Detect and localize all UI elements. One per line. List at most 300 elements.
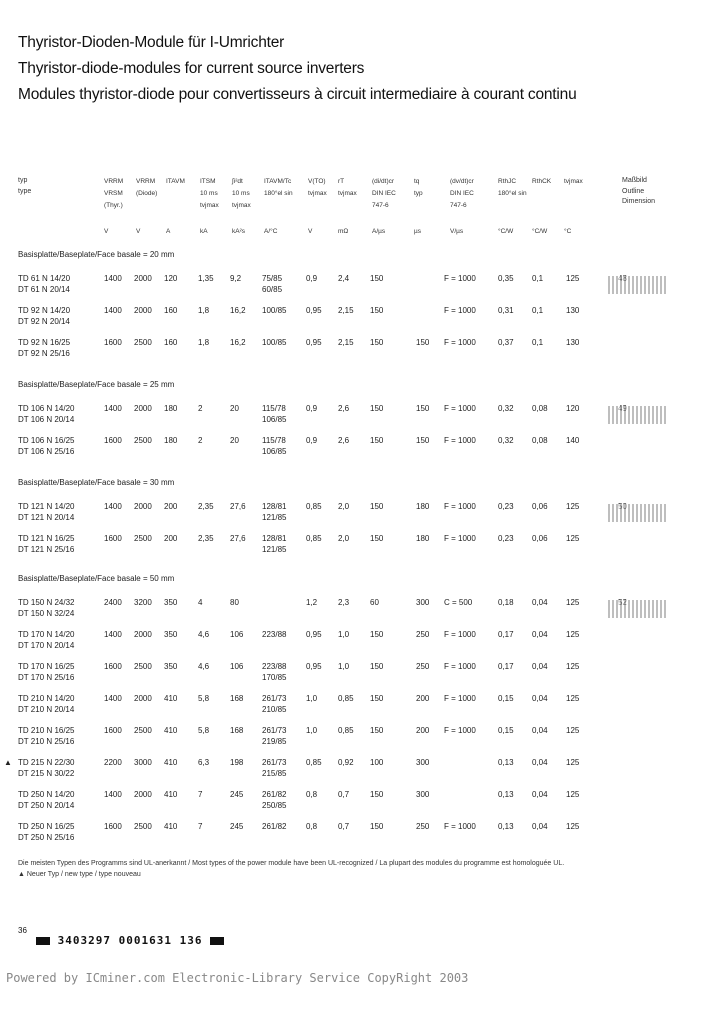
header-extra: typ: [414, 190, 423, 197]
cell-tq: 250: [416, 662, 430, 671]
header-sym: V(TO): [308, 178, 326, 185]
type-dt: DT 61 N 20/14: [18, 285, 70, 294]
header-unit: V: [308, 228, 313, 235]
type-td: TD 121 N 14/20: [18, 502, 75, 511]
header-sym: ITAVM: [166, 178, 185, 185]
section-label: Basisplatte/Baseplate/Face basale = 30 mm: [18, 478, 175, 487]
header-col: [308, 176, 338, 235]
header-unit: µs: [414, 228, 421, 235]
type-td: TD 210 N 16/25: [18, 726, 75, 735]
footnote-ul: Die meisten Typen des Programms sind UL-anerkannt / Most types of the power module have been UL-recognized / La plupart des modules du programme est homologuée UL.: [18, 860, 565, 867]
header-sym: VRRM: [104, 178, 124, 185]
header-unit: °C/W: [532, 228, 548, 235]
cell-it: 223/88: [262, 662, 287, 671]
cell-itavm: 410: [164, 758, 178, 767]
type-td: TD 170 N 16/25: [18, 662, 75, 671]
cell-i2t: 245: [230, 822, 244, 831]
cell-vrrm: 1600: [104, 338, 122, 347]
cell-itsm: 5,8: [198, 726, 210, 735]
cell-vrrm: 1600: [104, 726, 122, 735]
cell-rjc: 0,37: [498, 338, 514, 347]
cell-itsm: 7: [198, 790, 203, 799]
cell-vto: 0,85: [306, 758, 322, 767]
header-extra: 180°el sin: [264, 190, 293, 197]
cell-rt: 0,85: [338, 726, 354, 735]
cell-tq: 300: [416, 790, 430, 799]
barcode-right-block: [210, 937, 224, 945]
cell-tq: 150: [416, 338, 430, 347]
cell-vrrm: 1400: [104, 306, 122, 315]
cell-rck: 0,1: [532, 274, 544, 283]
type-dt: DT 210 N 20/14: [18, 705, 75, 714]
cell-it2: 121/85: [262, 513, 287, 522]
cell-vrrmd: 3000: [134, 758, 152, 767]
cell-itavm: 200: [164, 534, 178, 543]
header-unit: mΩ: [338, 228, 349, 235]
cell-vto: 0,95: [306, 630, 322, 639]
outline-drawing: [608, 406, 668, 424]
cell-di: 150: [370, 306, 384, 315]
cell-di: 150: [370, 662, 384, 671]
header-unit: kA²s: [232, 228, 245, 235]
cell-it2: 219/85: [262, 737, 287, 746]
cell-i2t: 16,2: [230, 338, 246, 347]
cell-it2: 106/85: [262, 415, 287, 424]
page-number: 36: [18, 926, 27, 935]
header-col: [564, 176, 594, 235]
section-label: Basisplatte/Baseplate/Face basale = 25 mm: [18, 380, 175, 389]
header-col: [200, 176, 230, 235]
cell-rck: 0,04: [532, 598, 548, 607]
header-col: [532, 176, 562, 235]
cell-rt: 2,4: [338, 274, 350, 283]
cell-itsm: 4: [198, 598, 203, 607]
section-label: Basisplatte/Baseplate/Face basale = 50 mm: [18, 574, 175, 583]
cell-vrrm: 1600: [104, 662, 122, 671]
cell-rjc: 0,23: [498, 534, 514, 543]
cell-rt: 1,0: [338, 630, 350, 639]
cell-vto: 1,2: [306, 598, 318, 607]
type-td: TD 210 N 14/20: [18, 694, 75, 703]
table-row: [18, 338, 668, 362]
cell-vrrmd: 3200: [134, 598, 152, 607]
cell-vto: 1,0: [306, 694, 318, 703]
type-td: TD 250 N 16/25: [18, 822, 75, 831]
cell-tvj: 125: [566, 758, 580, 767]
cell-tvj: 125: [566, 630, 580, 639]
cell-vto: 1,0: [306, 726, 318, 735]
cell-rt: 2,0: [338, 534, 350, 543]
cell-vrrm: 2400: [104, 598, 122, 607]
cell-vrrmd: 2500: [134, 436, 152, 445]
header-col: [372, 176, 402, 235]
header-col: [166, 176, 196, 235]
cell-vto: 0,95: [306, 306, 322, 315]
cell-di: 150: [370, 822, 384, 831]
cell-tvj: 125: [566, 274, 580, 283]
header-sym: tvjmax: [564, 178, 583, 185]
header-unit: A: [166, 228, 171, 235]
header-sym: (di/dt)cr: [372, 178, 395, 185]
cell-tvj: 125: [566, 662, 580, 671]
cell-itsm: 4,6: [198, 662, 210, 671]
cell-di: 150: [370, 502, 384, 511]
type-dt: DT 250 N 20/14: [18, 801, 75, 810]
cell-it: 261/73: [262, 726, 287, 735]
cell-it2: 215/85: [262, 769, 287, 778]
cell-it: 115/78: [262, 436, 286, 445]
cell-rck: 0,04: [532, 822, 548, 831]
type-dt: DT 106 N 25/16: [18, 447, 75, 456]
cell-tq: 200: [416, 726, 430, 735]
table-row: [18, 534, 668, 558]
cell-di: 150: [370, 694, 384, 703]
type-td: TD 215 N 22/30: [18, 758, 75, 767]
cell-dv: F = 1000: [444, 726, 476, 735]
cell-i2t: 106: [230, 630, 244, 639]
cell-i2t: 20: [230, 404, 239, 413]
outline-drawing: [608, 276, 668, 294]
cell-vto: 0,8: [306, 822, 318, 831]
cell-it: 100/85: [262, 306, 287, 315]
cell-itavm: 410: [164, 822, 178, 831]
cell-i2t: 20: [230, 436, 239, 445]
table-row: [18, 274, 668, 298]
header-sym: ∫i²dt: [232, 178, 243, 185]
cell-di: 150: [370, 274, 384, 283]
title-en: Thyristor-diode-modules for current source inverters: [18, 60, 365, 77]
cell-rjc: 0,13: [498, 758, 514, 767]
header-extra: 180°el sin: [498, 190, 527, 197]
cell-rt: 0,7: [338, 790, 350, 799]
cell-it: 128/81: [262, 534, 287, 543]
type-dt: DT 106 N 20/14: [18, 415, 75, 424]
cell-rjc: 0,18: [498, 598, 514, 607]
cell-vto: 0,9: [306, 436, 318, 445]
cell-tvj: 130: [566, 306, 580, 315]
cell-itsm: 7: [198, 822, 203, 831]
cell-rjc: 0,17: [498, 662, 514, 671]
cell-i2t: 168: [230, 694, 244, 703]
cell-rt: 2,15: [338, 338, 354, 347]
cell-it: 128/81: [262, 502, 287, 511]
cell-tq: 250: [416, 822, 430, 831]
cell-tq: 300: [416, 598, 430, 607]
header-extra: DIN IEC 747-6: [450, 190, 474, 209]
type-dt: DT 121 N 20/14: [18, 513, 75, 522]
cell-it2: 106/85: [262, 447, 287, 456]
cell-vrrm: 1400: [104, 630, 122, 639]
cell-dv: F = 1000: [444, 694, 476, 703]
cell-rjc: 0,15: [498, 694, 514, 703]
type-dt: DT 121 N 25/16: [18, 545, 75, 554]
barcode-text: 3403297 0001631 136: [57, 934, 203, 947]
table-row: [18, 694, 668, 718]
cell-tq: 200: [416, 694, 430, 703]
cell-rt: 2,15: [338, 306, 354, 315]
cell-vrrmd: 2000: [134, 404, 152, 413]
header-col: [338, 176, 368, 235]
cell-i2t: 80: [230, 598, 239, 607]
cell-vrrm: 1600: [104, 436, 122, 445]
cell-it2: 250/85: [262, 801, 287, 810]
header-unit: °C: [564, 228, 572, 235]
cell-rt: 0,92: [338, 758, 354, 767]
cell-di: 150: [370, 404, 384, 413]
cell-vrrmd: 2000: [134, 790, 152, 799]
cell-it: 75/85: [262, 274, 283, 283]
type-dt: DT 170 N 20/14: [18, 641, 75, 650]
barcode-left-block: [36, 937, 50, 945]
table-row: [18, 630, 668, 654]
cell-itavm: 410: [164, 726, 178, 735]
cell-itavm: 120: [164, 274, 178, 283]
table-row: [4, 758, 668, 782]
table-row: [18, 822, 668, 846]
cell-rck: 0,06: [532, 502, 548, 511]
cell-rck: 0,08: [532, 404, 548, 413]
cell-tq: 300: [416, 758, 430, 767]
outline-drawing: [608, 504, 668, 522]
powered-by-footer: Powered by ICminer.com Electronic-Library Service CopyRight 2003: [6, 971, 469, 985]
outline-drawing: [608, 600, 668, 618]
cell-it: 100/85: [262, 338, 287, 347]
cell-vrrmd: 2500: [134, 662, 152, 671]
section-label: Basisplatte/Baseplate/Face basale = 20 mm: [18, 250, 175, 259]
cell-rjc: 0,13: [498, 790, 514, 799]
cell-tq: 250: [416, 630, 430, 639]
header-col: [450, 176, 480, 235]
cell-tvj: 130: [566, 338, 580, 347]
cell-rjc: 0,23: [498, 502, 514, 511]
header-unit: A/°C: [264, 228, 278, 235]
cell-dv: F = 1000: [444, 404, 476, 413]
cell-i2t: 27,6: [230, 534, 246, 543]
type-td: TD 250 N 14/20: [18, 790, 75, 799]
table-row: [18, 790, 668, 814]
cell-it: 261/82: [262, 790, 287, 799]
cell-tvj: 120: [566, 404, 580, 413]
cell-rck: 0,08: [532, 436, 548, 445]
type-td: TD 106 N 16/25: [18, 436, 75, 445]
cell-itsm: 2: [198, 404, 203, 413]
cell-itsm: 4,6: [198, 630, 210, 639]
cell-vto: 0,85: [306, 534, 322, 543]
cell-rck: 0,1: [532, 338, 544, 347]
header-sym: RthJC: [498, 178, 517, 185]
header-col: [232, 176, 262, 235]
cell-rt: 2,0: [338, 502, 350, 511]
header-col: [498, 176, 528, 235]
header-sym: rT: [338, 178, 345, 185]
cell-vrrm: 2200: [104, 758, 122, 767]
cell-it: 261/73: [262, 694, 287, 703]
header-sym: tq: [414, 178, 420, 185]
cell-itsm: 1,35: [198, 274, 214, 283]
cell-itavm: 350: [164, 662, 178, 671]
cell-rck: 0,04: [532, 662, 548, 671]
cell-rt: 2,6: [338, 404, 350, 413]
cell-vrrmd: 2000: [134, 274, 152, 283]
cell-vrrmd: 2500: [134, 338, 152, 347]
cell-itavm: 200: [164, 502, 178, 511]
header-extra: DIN IEC 747-6: [372, 190, 396, 209]
cell-tvj: 125: [566, 534, 580, 543]
table-row: [18, 436, 668, 460]
header-unit: V/µs: [450, 228, 464, 235]
cell-itsm: 6,3: [198, 758, 210, 767]
new-type-marker: ▲: [4, 758, 12, 767]
cell-it2: 60/85: [262, 285, 283, 294]
header-unit: °C/W: [498, 228, 514, 235]
type-dt: DT 210 N 25/16: [18, 737, 75, 746]
header-col: [136, 176, 166, 235]
table-row: [18, 598, 668, 622]
cell-tvj: 125: [566, 694, 580, 703]
cell-rt: 1,0: [338, 662, 350, 671]
cell-rt: 0,7: [338, 822, 350, 831]
type-td: TD 121 N 16/25: [18, 534, 75, 543]
cell-rt: 0,85: [338, 694, 354, 703]
header-sym: ITSM: [200, 178, 216, 185]
cell-it: 261/82: [262, 822, 287, 831]
cell-vto: 0,9: [306, 274, 318, 283]
type-td: TD 92 N 14/20: [18, 306, 71, 315]
barcode: [36, 934, 224, 947]
title-fr: Modules thyristor-diode pour convertisseurs à circuit intermediaire à courant continu: [18, 86, 577, 103]
cell-di: 60: [370, 598, 379, 607]
cell-itavm: 180: [164, 436, 178, 445]
cell-rck: 0,04: [532, 726, 548, 735]
header-sym: (dv/dt)cr: [450, 178, 474, 185]
cell-tvj: 125: [566, 822, 580, 831]
cell-vto: 0,95: [306, 662, 322, 671]
cell-vrrmd: 2000: [134, 306, 152, 315]
type-dt: DT 92 N 25/16: [18, 349, 70, 358]
type-dt: DT 215 N 30/22: [18, 769, 75, 778]
cell-rck: 0,06: [532, 534, 548, 543]
cell-tvj: 125: [566, 726, 580, 735]
cell-vto: 0,85: [306, 502, 322, 511]
header-col: [264, 176, 294, 235]
header-sub: VRSM: [104, 190, 123, 197]
header-dimension: Maßbild Outline Dimension: [622, 177, 656, 205]
cell-tq: 180: [416, 534, 430, 543]
cell-itavm: 410: [164, 790, 178, 799]
cell-itavm: 160: [164, 306, 178, 315]
type-td: TD 61 N 14/20: [18, 274, 71, 283]
table-row: [18, 502, 668, 526]
header-extra: tvjmax: [338, 190, 357, 197]
cell-di: 150: [370, 338, 384, 347]
cell-di: 150: [370, 534, 384, 543]
header-extra: (Diode): [136, 190, 158, 197]
cell-itsm: 2,35: [198, 534, 214, 543]
cell-dv: F = 1000: [444, 630, 476, 639]
cell-it2: 121/85: [262, 545, 287, 554]
cell-rck: 0,1: [532, 306, 544, 315]
cell-itavm: 180: [164, 404, 178, 413]
cell-vrrmd: 2500: [134, 822, 152, 831]
cell-dv: F = 1000: [444, 534, 476, 543]
header-sym: ITAVM/Tc: [264, 178, 292, 185]
header-unit: V: [104, 228, 109, 235]
cell-vrrm: 1400: [104, 790, 122, 799]
cell-rck: 0,04: [532, 630, 548, 639]
cell-vrrm: 1600: [104, 534, 122, 543]
header-sym: VRRM: [136, 178, 156, 185]
cell-rck: 0,04: [532, 694, 548, 703]
header-unit: V: [136, 228, 141, 235]
cell-rjc: 0,32: [498, 404, 514, 413]
cell-tvj: 125: [566, 598, 580, 607]
cell-vrrm: 1400: [104, 694, 122, 703]
header-col: [414, 176, 444, 235]
header-type-label: typ type: [18, 177, 32, 195]
type-dt: DT 170 N 25/16: [18, 673, 75, 682]
cell-di: 150: [370, 790, 384, 799]
cell-dv: F = 1000: [444, 338, 476, 347]
cell-i2t: 168: [230, 726, 244, 735]
cell-dv: F = 1000: [444, 436, 476, 445]
type-td: TD 106 N 14/20: [18, 404, 75, 413]
table-row: [18, 306, 668, 330]
cell-tq: 150: [416, 436, 430, 445]
type-dt: DT 92 N 20/14: [18, 317, 70, 326]
cell-i2t: 16,2: [230, 306, 246, 315]
cell-di: 150: [370, 630, 384, 639]
cell-rt: 2,3: [338, 598, 350, 607]
cell-tq: 180: [416, 502, 430, 511]
table-row: [18, 662, 668, 686]
cell-rck: 0,04: [532, 790, 548, 799]
cell-vrrmd: 2000: [134, 502, 152, 511]
cell-dv: F = 1000: [444, 274, 476, 283]
cell-it: 261/73: [262, 758, 287, 767]
cell-itsm: 1,8: [198, 338, 210, 347]
header-extra: 10 ms tvjmax: [200, 190, 219, 209]
cell-i2t: 27,6: [230, 502, 246, 511]
cell-itavm: 160: [164, 338, 178, 347]
cell-rck: 0,04: [532, 758, 548, 767]
type-td: TD 92 N 16/25: [18, 338, 71, 347]
cell-rjc: 0,32: [498, 436, 514, 445]
cell-vrrm: 1400: [104, 274, 122, 283]
cell-itsm: 2: [198, 436, 203, 445]
cell-itavm: 350: [164, 598, 178, 607]
cell-rt: 2,6: [338, 436, 350, 445]
cell-tvj: 140: [566, 436, 580, 445]
cell-vrrmd: 2500: [134, 726, 152, 735]
cell-rjc: 0,15: [498, 726, 514, 735]
cell-rjc: 0,35: [498, 274, 514, 283]
cell-dv: F = 1000: [444, 502, 476, 511]
header-unit: A/µs: [372, 228, 386, 235]
type-td: TD 150 N 24/32: [18, 598, 75, 607]
cell-vto: 0,8: [306, 790, 318, 799]
cell-vrrm: 1400: [104, 404, 122, 413]
cell-i2t: 9,2: [230, 274, 242, 283]
header-extra: 10 ms tvjmax: [232, 190, 251, 209]
title-de: Thyristor-Dioden-Module für I-Umrichter: [18, 34, 285, 51]
cell-di: 150: [370, 726, 384, 735]
cell-itavm: 350: [164, 630, 178, 639]
cell-i2t: 245: [230, 790, 244, 799]
cell-dv: F = 1000: [444, 306, 476, 315]
footnote-new-type: ▲ Neuer Typ / new type / type nouveau: [18, 871, 141, 878]
cell-itsm: 5,8: [198, 694, 210, 703]
cell-itavm: 410: [164, 694, 178, 703]
